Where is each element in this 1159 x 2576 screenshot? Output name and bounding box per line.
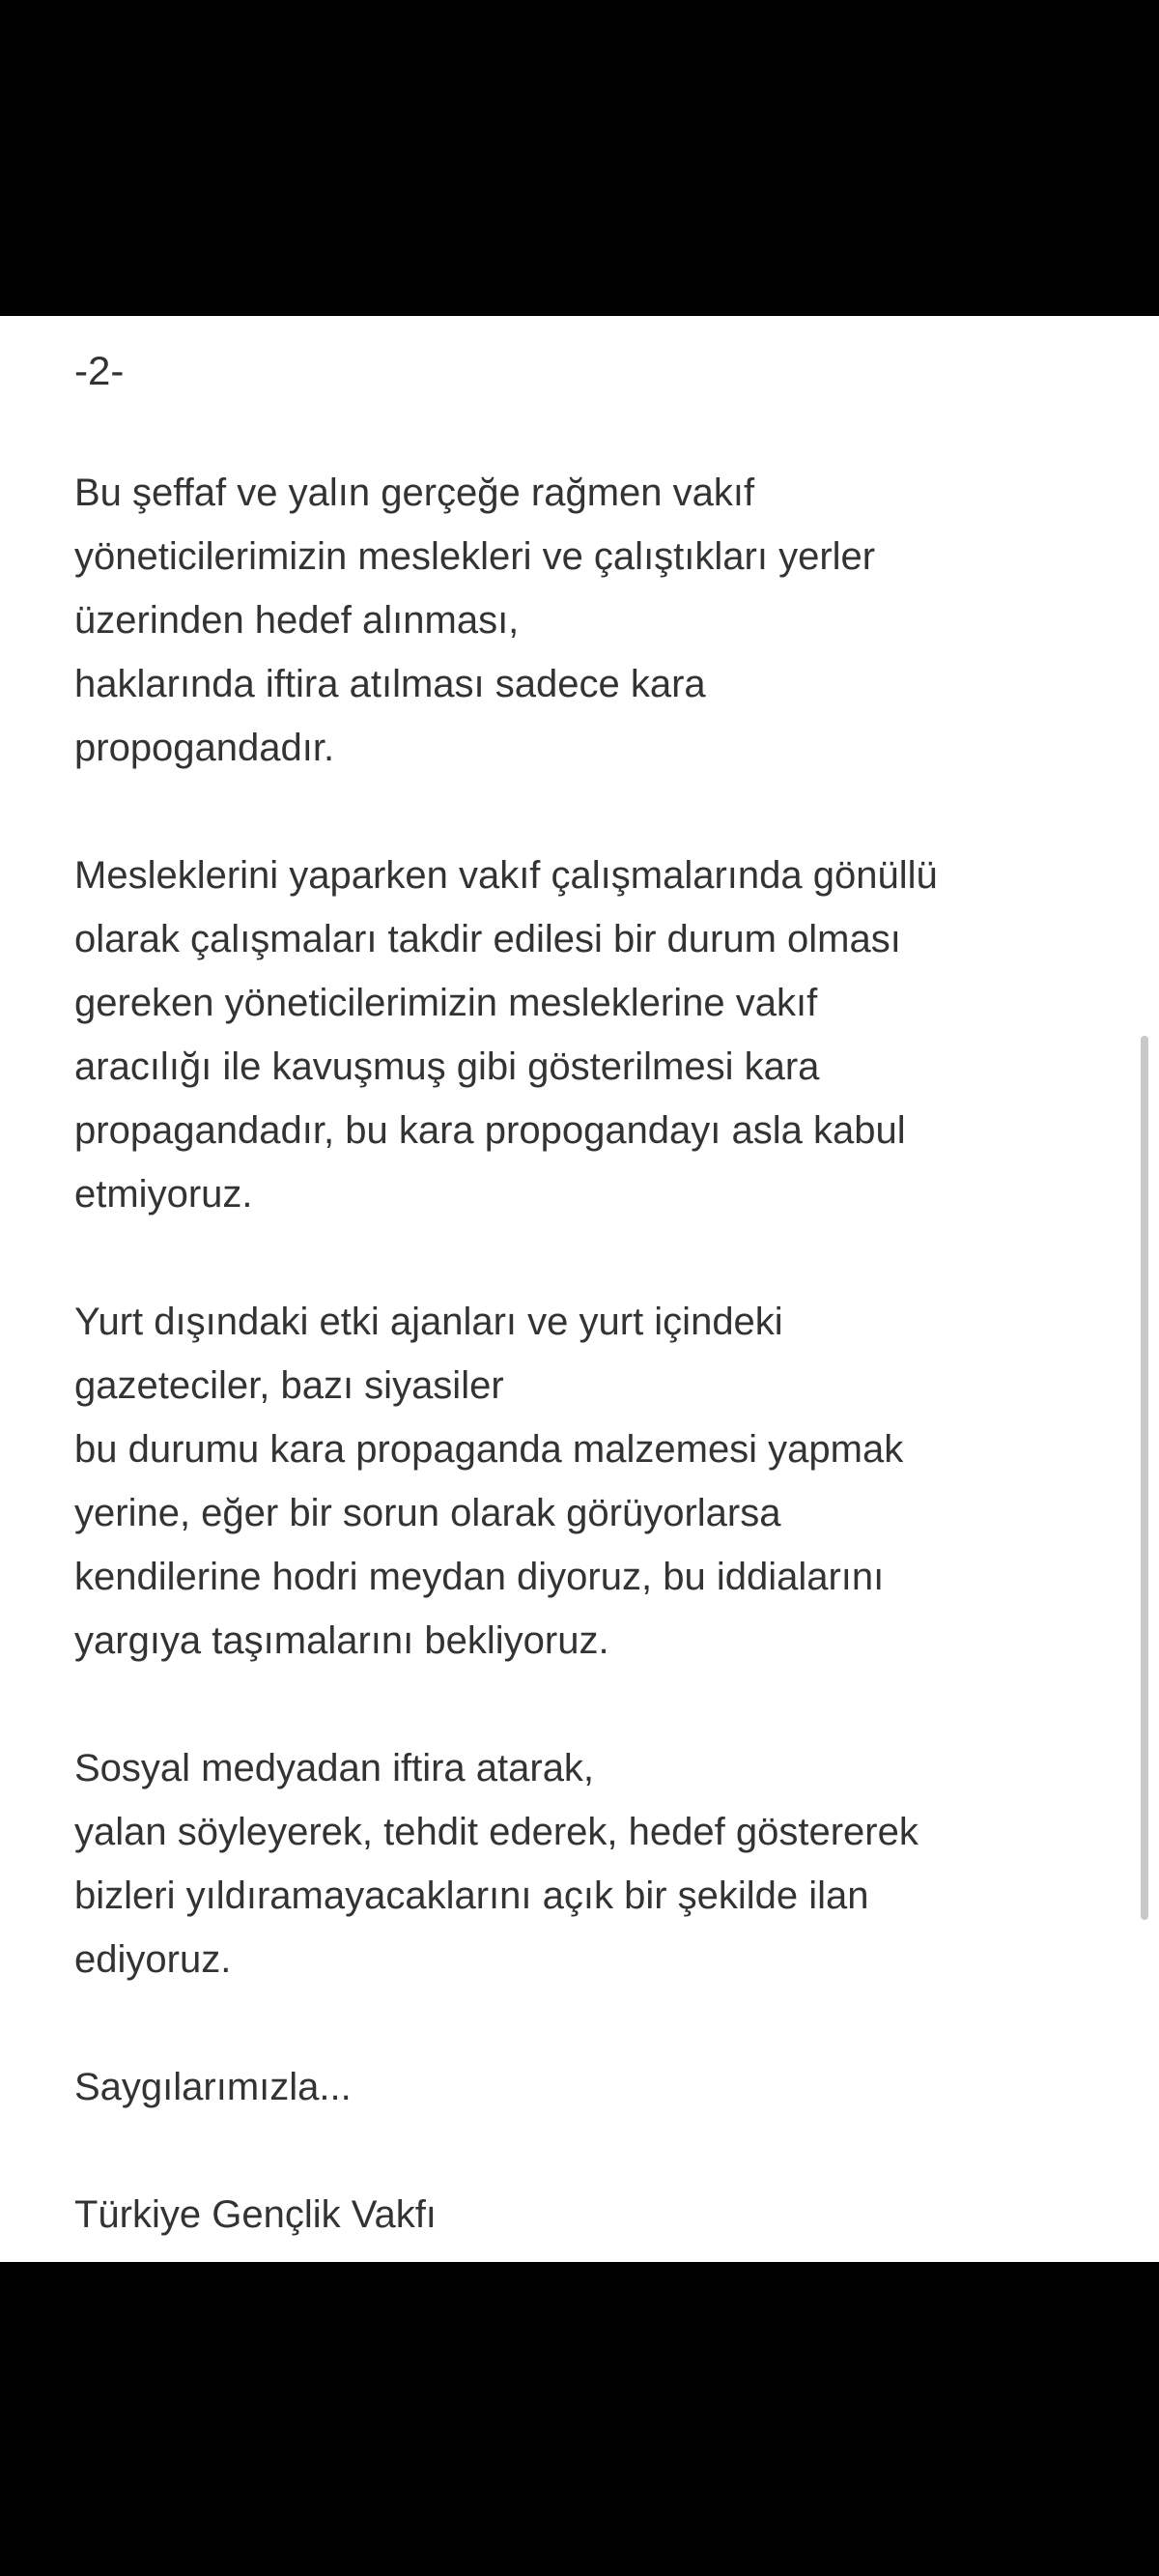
text-line: etmiyoruz. (74, 1173, 253, 1216)
text-line: Saygılarımızla... (74, 2066, 352, 2108)
signature (74, 2183, 1098, 2247)
paragraph-1 (74, 461, 1098, 780)
closing-greeting (74, 2055, 1098, 2119)
text-line: yalan söyleyerek, tehdit ederek, hedef göstererek (74, 1811, 919, 1853)
bottom-black-bar (0, 2262, 1159, 2576)
text-line: yerine, eğer bir sorun olarak görüyorlarsa (74, 1492, 781, 1534)
page-number: -2- (74, 348, 125, 393)
top-black-bar (0, 0, 1159, 316)
text-line: ediyoruz. (74, 1938, 232, 1981)
text-line: Türkiye Gençlik Vakfı (74, 2193, 437, 2236)
text-line: propogandadır. (74, 727, 335, 769)
text-line: Bu şeffaf ve yalın gerçeğe rağmen vakıf (74, 472, 755, 514)
document-page (0, 316, 1159, 2262)
paragraph-4 (74, 1736, 1098, 1991)
vertical-scrollbar[interactable] (1141, 1036, 1148, 1920)
text-line: kendilerine hodri meydan diyoruz, bu iddialarını (74, 1556, 885, 1598)
text-line: Mesleklerini yaparken vakıf çalışmalarında gönüllü (74, 854, 938, 897)
text-line: bizleri yıldıramayacaklarını açık bir şekilde ilan (74, 1875, 869, 1917)
text-line: gereken yöneticilerimizin mesleklerine vakıf (74, 982, 818, 1024)
paragraph-2 (74, 844, 1098, 1226)
text-line: bu durumu kara propaganda malzemesi yapmak (74, 1428, 904, 1471)
text-line: aracılığı ile kavuşmuş gibi gösterilmesi kara (74, 1045, 820, 1088)
text-line: haklarında iftira atılması sadece kara (74, 663, 706, 705)
document-body (74, 461, 1098, 2310)
text-line: olarak çalışmaları takdir edilesi bir durum olması (74, 918, 901, 960)
text-line: Sosyal medyadan iftira atarak, (74, 1747, 595, 1789)
text-line: gazeteciler, bazı siyasiler (74, 1364, 504, 1407)
paragraph-3 (74, 1290, 1098, 1673)
text-line: propagandadır, bu kara propogandayı asla kabul (74, 1109, 906, 1152)
text-line: yargıya taşımalarını bekliyoruz. (74, 1619, 609, 1662)
text-line: Yurt dışındaki etki ajanları ve yurt içindeki (74, 1301, 783, 1343)
text-line: üzerinden hedef alınması, (74, 599, 520, 642)
text-line: yöneticilerimizin meslekleri ve çalıştıkları yerler (74, 535, 876, 578)
